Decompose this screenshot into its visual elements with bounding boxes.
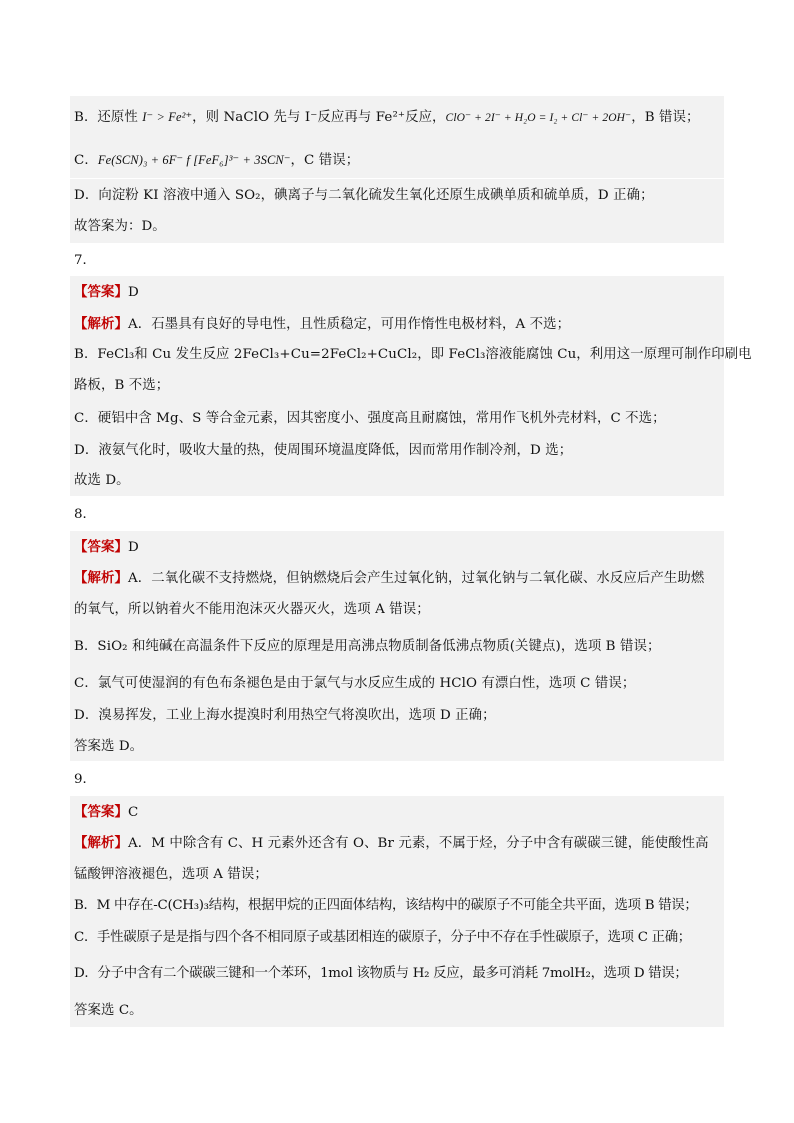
q9-analysis-a-line1 [74,834,720,853]
q9-analysis-tag: 【解析】 [74,835,128,851]
q6-option-b [74,108,720,127]
q9-option-b: B．M 中存在-C(CH₃)₃结构，根据甲烷的正四面体结构，该结构中的碳原子不可能全共平面，选项 B 错误； [74,898,698,913]
q8-analysis-tag: 【解析】 [74,570,128,586]
q6-option-c [74,151,720,170]
q6-option-b-equation: ClO⁻ + 2I⁻ + H₂O = I₂ + Cl⁻ + 2OH⁻ [445,112,632,124]
q7-answer-tag: 【答案】 [74,284,128,300]
q7-analysis-a [74,315,720,334]
q7-option-c: C．硬铝中含 Mg、S 等合金元素，因其密度小、强度高且耐腐蚀，常用作飞机外壳材料，C 不选； [74,411,666,426]
q7-analysis-tag: 【解析】 [74,316,128,332]
q9-answer-value: C [127,805,139,820]
q9-number: 9． [74,772,96,787]
q7-analysis-a-text: A．石墨具有良好的导电性，且性质稳定，可用作惰性电极材料，A 不选； [127,317,571,332]
q8-conclusion: 答案选 D。 [74,739,144,754]
q9-conclusion: 答案选 C。 [74,1003,143,1018]
q8-analysis-a-line2: 的氧气，所以钠着火不能用泡沫灭火器灭火，选项 A 错误； [74,602,430,617]
q8-analysis-a-text: A．二氧化碳不支持燃烧，但钠燃烧后会产生过氧化钠，过氧化钠与二氧化碳、水反应后产生助燃 [127,571,705,586]
q6-option-b-mid: ，则 NaClO 先与 I⁻反应再与 Fe²⁺反应， [192,110,446,125]
q7-option-d: D．液氨气化时，吸收大量的热，使周围环境温度降低，因而常用作制冷剂，D 选； [74,443,573,458]
q9-analysis-a-line2: 锰酸钾溶液褪色，选项 A 错误； [74,867,268,882]
q7-conclusion: 故选 D。 [74,473,130,488]
q8-option-b: B．SiO₂ 和纯碱在高温条件下反应的原理是用高沸点物质制备低沸点物质(关键点)，选项 B 错误； [74,639,661,654]
q9-answer [74,803,720,822]
q7-answer [74,283,720,302]
q6-option-b-prefix: B．还原性 [74,110,138,125]
q8-number: 8． [74,507,96,522]
q6-option-c-prefix: C． [74,153,98,168]
q7-option-b-line1: B．FeCl₃和 Cu 发生反应 2FeCl₃+Cu=2FeCl₂+CuCl₂，即 FeCl₃溶液能腐蚀 Cu，利用这一原理可制作印刷电 [74,347,752,362]
q8-answer [74,538,720,557]
q9-answer-tag: 【答案】 [74,804,128,820]
q8-answer-value: D [127,540,139,555]
q9-analysis-a-text: A．M 中除含有 C、H 元素外还含有 O、Br 元素，不属于烃，分子中含有碳碳三键，能使酸性高 [127,836,709,851]
q6-option-d: D．向淀粉 KI 溶液中通入 SO₂，碘离子与二氧化硫发生氧化还原生成碘单质和硫单质，D 正确； [74,188,654,203]
q9-option-d: D．分子中含有二个碳碳三键和一个苯环，1mol 该物质与 H₂ 反应，最多可消耗 7molH₂，选项 D 错误； [74,966,688,981]
q9-option-c: C．手性碳原子是是指与四个各不相同原子或基团相连的碳原子，分子中不存在手性碳原子，选项 C 正确； [74,930,691,945]
q6-option-b-suffix: ，B 错误； [631,110,700,125]
q6-option-b-inequality: I⁻ > Fe²⁺ [142,110,193,124]
q6-option-c-suffix: ，C 错误； [290,153,360,168]
q6-conclusion: 故答案为：D。 [74,219,166,234]
q7-option-b-line2: 路板，B 不选； [74,378,170,393]
q7-number: 7． [74,253,96,268]
q6-option-c-equation: Fe(SCN)₃ + 6F⁻ f [FeF₆]³⁻ + 3SCN⁻ [97,153,291,167]
q8-analysis-a-line1 [74,569,720,588]
q7-answer-value: D [127,285,139,300]
q8-option-d: D．溴易挥发，工业上海水提溴时利用热空气将溴吹出，选项 D 正确； [74,708,496,723]
q8-answer-tag: 【答案】 [74,539,128,555]
q8-option-c: C．氯气可使湿润的有色布条褪色是由于氯气与水反应生成的 HClO 有漂白性，选项 C 错误； [74,676,636,691]
